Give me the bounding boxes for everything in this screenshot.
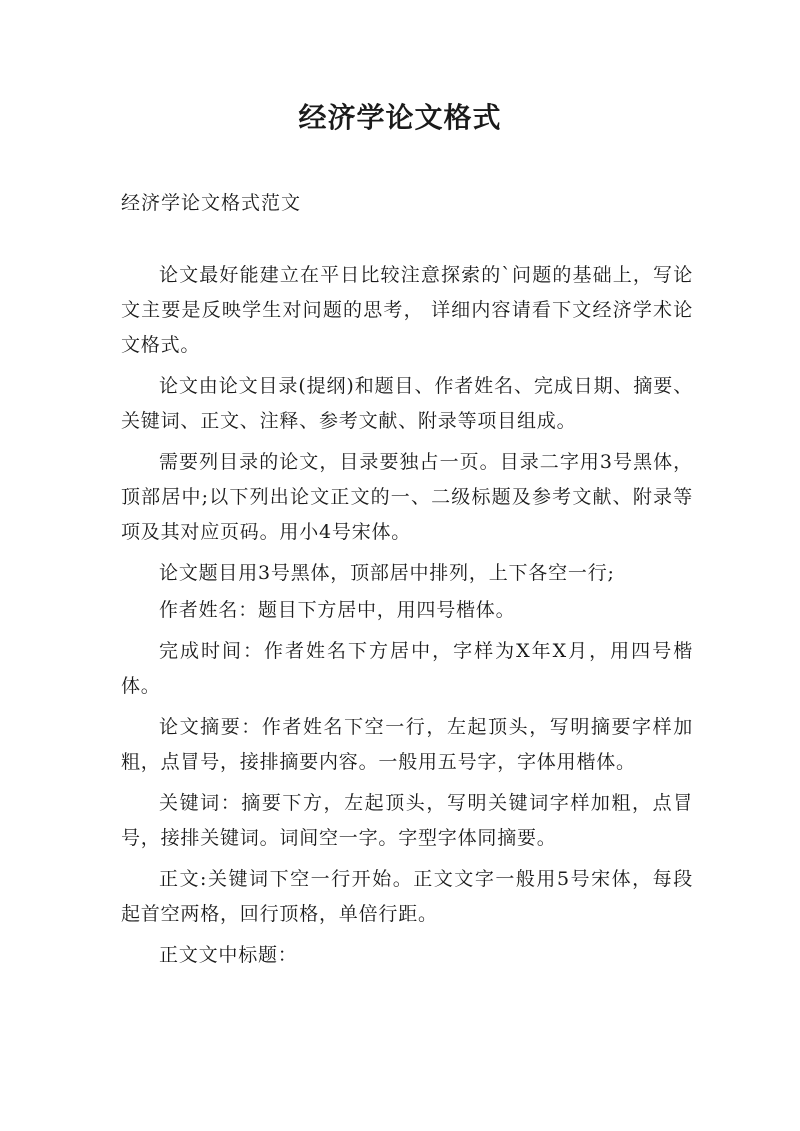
paragraph-intro: 论文最好能建立在平日比较注意探索的`问题的基础上，写论文主要是反映学生对问题的思考， 详细内容请看下文经济学术论文格式。	[121, 264, 693, 356]
paragraph-table-of-contents: 需要列目录的论文，目录要独占一页。目录二字用3号黑体，顶部居中;以下列出论文正文的一、二级标题及参考文献、附录等项及其对应页码。用小4号宋体。	[121, 451, 693, 543]
paragraph-body-text: 正文:关键词下空一行开始。正文文字一般用5号宋体，每段起首空两格，回行顶格，单倍行距。	[121, 868, 693, 925]
paragraph-components: 论文由论文目录(提纲)和题目、作者姓名、完成日期、摘要、关键词、正文、注释、参考文献、附录等项目组成。	[121, 375, 693, 432]
paragraph-completion-time: 完成时间：作者姓名下方居中，字样为X年X月，用四号楷体。	[121, 640, 693, 697]
paragraph-headings: 正文文中标题：	[159, 944, 298, 966]
paragraph-keywords: 关键词：摘要下方，左起顶头，写明关键词字样加粗，点冒号，接排关键词。词间空一字。字型字体同摘要。	[121, 792, 693, 849]
paragraph-title-format: 论文题目用3号黑体，顶部居中排列，上下各空一行;	[159, 562, 615, 584]
document-subtitle: 经济学论文格式范文	[121, 192, 302, 214]
document-body	[121, 258, 693, 979]
paragraph-author-name: 作者姓名：题目下方居中，用四号楷体。	[159, 599, 516, 621]
document-title: 经济学论文格式	[298, 101, 502, 134]
paragraph-abstract: 论文摘要：作者姓名下空一行，左起顶头，写明摘要字样加粗，点冒号，接排摘要内容。一般用五号字，字体用楷体。	[121, 716, 693, 773]
